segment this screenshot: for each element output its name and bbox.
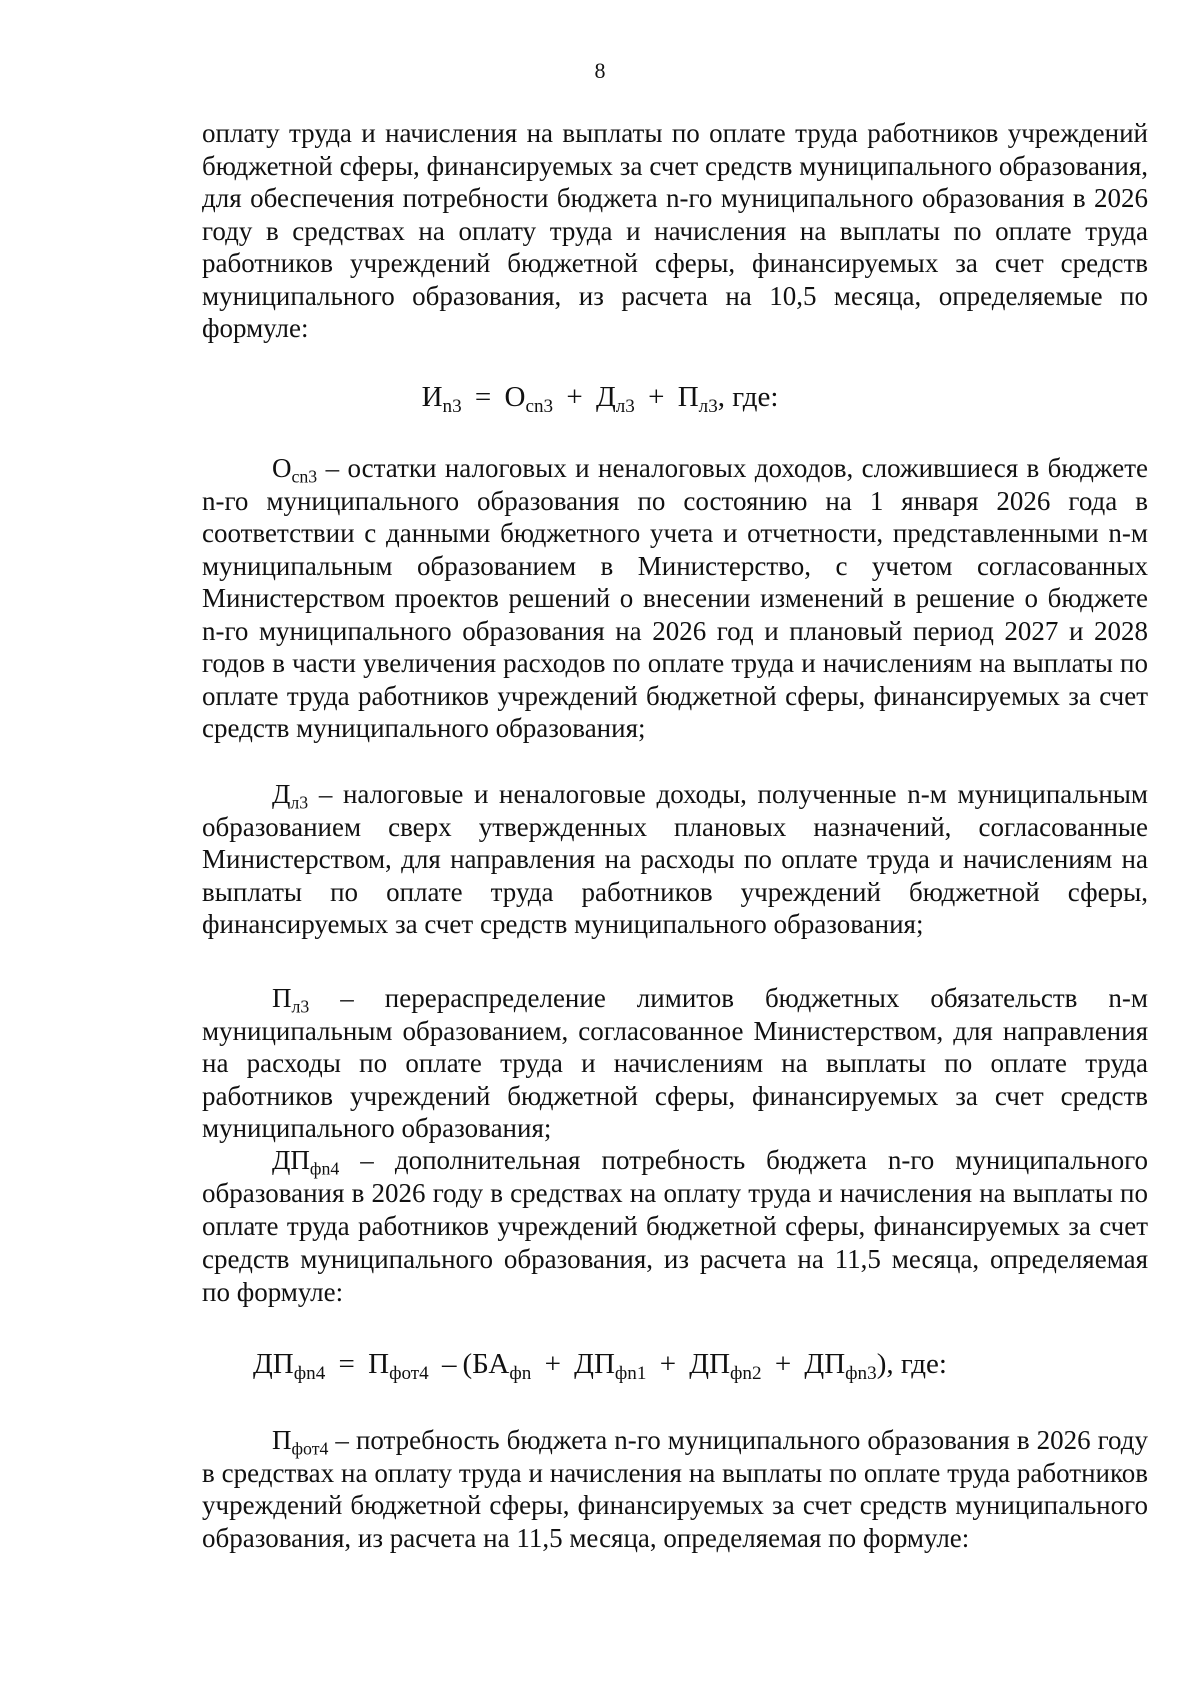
paragraph-intro: оплату труда и начисления на выплаты по оплате труда работников учреждений бюджетной сферы, финансируемых за счет средств муниципального образования, для обеспечения потребности бюджета n-го муниципального образования в 2026 году в средствах на оплату труда и начисления на выплаты по оплате труда работников учреждений бюджетной сферы, финансируемых за счет средств муниципального образования, из расчета на 10,5 месяца, определяемые по формуле: — [202, 118, 1148, 343]
symbol-i-n3: $И_{n3}$ — [421, 381, 462, 418]
symbol-dp-fn4: $ДП_{фn4}$ — [253, 1348, 326, 1385]
symbol-o-cn3: $О_{cn3}$ — [504, 381, 554, 418]
paragraph-d-l3: $Д_{л3}$ – налоговые и неналоговые доходы, полученные n-м муниципальным образованием сверх утвержденных плановых назначений, согласованные Министерством, для направления на расходы по оплате труда и начислениям на выплаты по оплате труда работников учреждений бюджетной сферы, финансируемых за счет средств муниципального образования; — [202, 779, 1148, 939]
formula-2 — [0, 1344, 1200, 1384]
symbol-p-l3: $П_{л3}$ — [677, 381, 718, 418]
symbol-dp-fn3: $ДП_{фn3}$ — [804, 1348, 877, 1385]
symbol-ba-fn: $БА_{фn}$ — [472, 1348, 532, 1385]
symbol-o-cn3: $О_{cn3}$ — [272, 453, 318, 487]
operator-plus: + — [566, 381, 583, 413]
operator-equals: = — [338, 1348, 355, 1380]
symbol-d-l3: $Д_{л3}$ — [272, 779, 309, 813]
formula-tail: , где: — [717, 381, 779, 413]
open-paren: ( — [462, 1348, 473, 1380]
paragraph-p-fot4: $П_{фот4}$ – потребность бюджета n-го муниципального образования в 2026 году в средствах на оплату труда и начисления на выплаты по оплате труда работников учреждений бюджетной сферы, финансируемых за счет средств муниципального образования, из расчета на 11,5 месяца, определяемая по формуле: — [202, 1425, 1148, 1553]
paragraph-p-l3: $П_{л3}$ – перераспределение лимитов бюджетных обязательств n-м муниципальным образованием, согласованное Министерством, для направления на расходы по оплате труда и начислениям на выплаты по оплате труда работников учреждений бюджетной сферы, финансируемых за счет средств муниципального образования; — [202, 983, 1148, 1143]
operator-equals: = — [474, 381, 492, 413]
symbol-dp-fn2: $ДП_{фn2}$ — [689, 1348, 762, 1385]
paragraph-dp-fn4: $ДП_{фn4}$ – дополнительная потребность бюджета n-го муниципального образования в 2026 году в средствах на оплату труда и начисления на выплаты по оплате труда работников учреждений бюджетной сферы, финансируемых за счет средств муниципального образования, из расчета на 11,5 месяца, определяемая по формуле: — [202, 1145, 1148, 1307]
paragraph-o-cn3: $О_{cn3}$ – остатки налоговых и неналоговых доходов, сложившиеся в бюджете n-го муниципального образования по состоянию на 1 января 2026 года в соответствии с данными бюджетного учета и отчетности, представленными n-м муниципальным образованием в Министерство, с учетом согласованных Министерством проектов решений о внесении изменений в решение о бюджете n-го муниципального образования на 2026 год и плановый период 2027 и 2028 годов в части увеличения расходов по оплате труда и начислениям на выплаты по оплате труда работников учреждений бюджетной сферы, финансируемых за счет средств муниципального образования; — [202, 453, 1148, 743]
symbol-dp-fn4: $ДП_{фn4}$ — [272, 1145, 340, 1179]
symbol-p-fot4: $П_{фот4}$ — [368, 1348, 429, 1385]
formula-1 — [0, 377, 1200, 417]
page-number: 8 — [594, 58, 606, 83]
formula-tail: ), где: — [876, 1348, 947, 1380]
symbol-p-l3: $П_{л3}$ — [272, 983, 310, 1017]
operator-minus: – — [441, 1348, 457, 1380]
operator-plus: + — [659, 1348, 677, 1380]
symbol-d-l3: $Д_{л3}$ — [595, 381, 635, 418]
symbol-p-fot4: $П_{фот4}$ — [272, 1425, 329, 1459]
operator-plus: + — [544, 1348, 561, 1380]
symbol-dp-fn1: $ДП_{фn1}$ — [574, 1348, 647, 1385]
operator-plus: + — [648, 381, 665, 413]
operator-plus: + — [774, 1348, 792, 1380]
